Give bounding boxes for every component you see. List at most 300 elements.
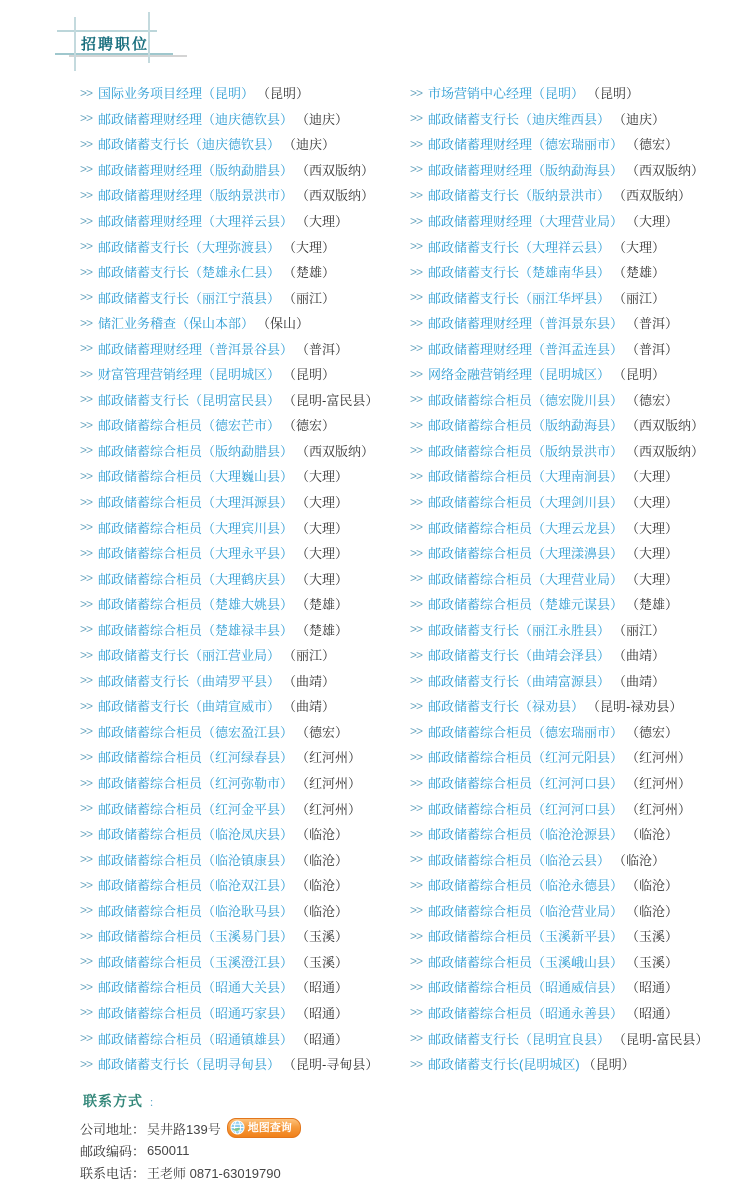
job-region: （楚雄） (283, 265, 336, 281)
job-link[interactable]: 邮政储蓄支行长（丽江营业局） (98, 648, 281, 664)
list-bullet: >> (410, 520, 423, 535)
job-link[interactable]: 邮政储蓄综合柜员（昭通巧家县） (98, 1005, 294, 1021)
phone-label: 联系电话： (80, 1165, 146, 1181)
job-region: （德宏） (626, 724, 679, 740)
job-link[interactable]: 邮政储蓄支行长（丽江华坪县） (428, 290, 611, 306)
job-region: （大理） (626, 571, 679, 587)
list-bullet: >> (80, 136, 93, 151)
job-list-item (410, 208, 748, 234)
job-list-item (80, 616, 410, 642)
job-list-item (410, 591, 748, 617)
job-link[interactable]: 市场营销中心经理（昆明） (428, 86, 585, 102)
list-bullet: >> (410, 494, 423, 509)
job-region: （大理） (296, 520, 349, 536)
job-list-item (80, 335, 410, 361)
job-link[interactable]: 邮政储蓄理财经理（德宏瑞丽市） (428, 137, 624, 153)
job-region: （红河州） (626, 776, 692, 792)
list-bullet: >> (80, 954, 93, 969)
job-link[interactable]: 邮政储蓄综合柜员（临沧耿马县） (98, 903, 294, 919)
list-bullet: >> (80, 417, 93, 432)
list-bullet: >> (410, 724, 423, 739)
job-link[interactable]: 邮政储蓄综合柜员（大理宾川县） (98, 520, 294, 536)
job-link[interactable]: 邮政储蓄综合柜员（版纳景洪市） (428, 443, 624, 459)
list-bullet: >> (80, 571, 93, 586)
job-link[interactable]: 网络金融营销经理（昆明城区） (428, 367, 611, 383)
list-bullet: >> (410, 826, 423, 841)
job-region: （丽江） (613, 290, 666, 306)
job-region: （西双版纳） (296, 162, 375, 178)
list-bullet: >> (80, 85, 93, 100)
job-list-item (80, 131, 410, 157)
job-link[interactable]: 邮政储蓄综合柜员（德宏瑞丽市） (428, 724, 624, 740)
job-list-item (410, 1051, 748, 1077)
job-list-item (410, 412, 748, 438)
list-bullet: >> (410, 1056, 423, 1071)
job-list-item (80, 514, 410, 540)
job-region: （普洱） (296, 341, 349, 357)
job-region: （临沧） (626, 903, 679, 919)
list-bullet: >> (80, 290, 93, 305)
job-link[interactable]: 邮政储蓄支行长（曲靖会泽县） (428, 648, 611, 664)
list-bullet: >> (80, 928, 93, 943)
job-region: （昭通） (296, 1005, 349, 1021)
job-link[interactable]: 邮政储蓄理财经理（版纳勐腊县） (98, 162, 294, 178)
list-bullet: >> (80, 239, 93, 254)
job-list-item (410, 182, 748, 208)
job-link[interactable]: 邮政储蓄理财经理（普洱孟连县） (428, 341, 624, 357)
job-list-item (80, 1051, 410, 1077)
job-list-item (80, 565, 410, 591)
job-region: （西双版纳） (626, 162, 705, 178)
job-list-item (410, 770, 748, 796)
job-link[interactable]: 邮政储蓄支行长（曲靖富源县） (428, 673, 611, 689)
job-region: （大理） (296, 469, 349, 485)
job-link[interactable]: 邮政储蓄支行长（昆明宜良县） (428, 1031, 611, 1047)
job-list-item (410, 642, 748, 668)
list-bullet: >> (80, 1031, 93, 1045)
section-header (55, 10, 235, 74)
job-link[interactable]: 邮政储蓄理财经理（普洱景东县） (428, 316, 624, 332)
job-link[interactable]: 邮政储蓄综合柜员（昭通威信县） (428, 980, 624, 996)
job-list-item (80, 463, 410, 489)
job-list-item (80, 208, 410, 234)
list-bullet: >> (80, 162, 93, 177)
list-bullet: >> (80, 213, 93, 228)
job-list-item (410, 719, 748, 745)
contact-section-title (83, 1091, 748, 1111)
page-title: 招聘职位 (81, 36, 150, 53)
job-list-item (410, 540, 748, 566)
job-region: （德宏） (626, 392, 679, 408)
job-region: （保山） (257, 316, 310, 332)
job-region: （临沧） (296, 852, 349, 868)
contact-title-text: 联系方式 (83, 1093, 143, 1110)
job-region: （红河州） (626, 801, 692, 817)
list-bullet: >> (80, 545, 93, 560)
list-bullet: >> (410, 622, 423, 637)
job-list-item (410, 80, 748, 106)
job-list-item (80, 846, 410, 872)
list-bullet: >> (410, 571, 423, 586)
job-link[interactable]: 邮政储蓄支行长（丽江宁蒗县） (98, 290, 281, 306)
job-link[interactable]: 邮政储蓄综合柜员（楚雄禄丰县） (98, 622, 294, 638)
list-bullet: >> (80, 341, 93, 356)
list-bullet: >> (410, 749, 423, 764)
list-bullet: >> (80, 1005, 93, 1020)
job-list-item (80, 668, 410, 694)
list-bullet: >> (410, 1005, 423, 1020)
job-region: （临沧） (296, 878, 349, 894)
job-region: （丽江） (613, 622, 666, 638)
list-bullet: >> (80, 392, 93, 407)
list-bullet: >> (80, 520, 93, 535)
job-region: （曲靖） (283, 699, 336, 715)
job-list-item (410, 616, 748, 642)
list-bullet: >> (80, 698, 93, 713)
job-region: （曲靖） (613, 648, 666, 664)
job-list-item (80, 157, 410, 183)
job-list-item (410, 106, 748, 132)
job-region: （昆明-富民县） (283, 392, 379, 408)
job-list-item (80, 80, 410, 106)
job-region: （西双版纳） (613, 188, 692, 204)
list-bullet: >> (80, 443, 93, 458)
job-link[interactable]: 邮政储蓄综合柜员（大理巍山县） (98, 469, 294, 485)
job-link[interactable]: 邮政储蓄综合柜员（大理营业局） (428, 571, 624, 587)
list-bullet: >> (410, 187, 423, 202)
list-bullet: >> (410, 928, 423, 943)
job-region: （红河州） (296, 776, 362, 792)
list-bullet: >> (410, 443, 423, 458)
job-link[interactable]: 邮政储蓄综合柜员（版纳勐腊县） (98, 443, 294, 459)
job-list-item (80, 949, 410, 975)
job-region: （昆明） (582, 1057, 635, 1073)
job-link[interactable]: 邮政储蓄综合柜员（红河河口县） (428, 776, 624, 792)
job-list-item (80, 106, 410, 132)
job-region: （昆明-富民县） (613, 1031, 709, 1047)
job-link[interactable]: 邮政储蓄支行长（迪庆维西县） (428, 111, 611, 127)
list-bullet: >> (410, 647, 423, 662)
job-link[interactable]: 邮政储蓄综合柜员（大理云龙县） (428, 520, 624, 536)
job-region: （大理） (626, 520, 679, 536)
job-link[interactable]: 邮政储蓄支行长（楚雄南华县） (428, 265, 611, 281)
job-region: （迪庆） (296, 111, 349, 127)
job-region: （昆明） (587, 86, 640, 102)
job-link[interactable]: 邮政储蓄理财经理（普洱景谷县） (98, 341, 294, 357)
job-column-left (80, 80, 410, 1076)
list-bullet: >> (80, 877, 93, 892)
job-list-item (80, 284, 410, 310)
job-link[interactable]: 邮政储蓄支行长（禄劝县） (428, 699, 585, 715)
job-link[interactable]: 邮政储蓄理财经理（版纳景洪市） (98, 188, 294, 204)
job-region: （临沧） (296, 827, 349, 843)
list-bullet: >> (80, 826, 93, 841)
job-link[interactable]: 邮政储蓄综合柜员（玉溪易门县） (98, 929, 294, 945)
job-list-item (410, 284, 748, 310)
job-list-item (410, 949, 748, 975)
job-region: （曲靖） (283, 673, 336, 689)
job-list-item (410, 131, 748, 157)
job-region: （楚雄） (296, 622, 349, 638)
job-region: （大理） (626, 214, 679, 229)
job-link[interactable]: 邮政储蓄综合柜员（红河金平县） (98, 801, 294, 817)
job-link[interactable]: 邮政储蓄支行长（版纳景洪市） (428, 188, 611, 204)
job-list-item (410, 923, 748, 949)
job-region: （大理） (296, 571, 349, 587)
list-bullet: >> (410, 954, 423, 969)
job-link[interactable]: 邮政储蓄综合柜员（大理永平县） (98, 546, 294, 562)
job-link[interactable]: 邮政储蓄综合柜员（楚雄大姚县） (98, 597, 294, 613)
job-list-item (410, 668, 748, 694)
job-region: （大理） (626, 469, 679, 485)
job-region: （昭通） (626, 1005, 679, 1021)
job-link[interactable]: 邮政储蓄综合柜员（临沧云县） (428, 852, 611, 868)
list-bullet: >> (80, 852, 93, 867)
list-bullet: >> (80, 979, 93, 994)
job-region: （昭通） (296, 1031, 349, 1047)
job-list-item (80, 361, 410, 387)
job-link[interactable]: 邮政储蓄综合柜员（红河元阳县） (428, 750, 624, 766)
job-region: （玉溪） (296, 954, 349, 970)
job-region: （迪庆） (283, 137, 336, 153)
job-list-item (80, 1025, 410, 1051)
map-button-label: 地图查询 (247, 1121, 292, 1134)
job-list-item (410, 310, 748, 336)
job-link[interactable]: 邮政储蓄支行长（昆明富民县） (98, 392, 281, 408)
job-list-item (80, 310, 410, 336)
job-link[interactable]: 邮政储蓄综合柜员（临沧营业局） (428, 903, 624, 919)
list-bullet: >> (410, 85, 423, 100)
job-link[interactable]: 邮政储蓄支行长(昆明城区) (428, 1057, 580, 1073)
postcode-value: 650011 (147, 1142, 190, 1158)
job-region: （临沧） (626, 827, 679, 843)
job-list-item (80, 438, 410, 464)
list-bullet: >> (80, 749, 93, 764)
list-bullet: >> (410, 111, 423, 126)
list-bullet: >> (80, 596, 93, 611)
job-region: （大理） (626, 495, 679, 511)
job-list-item (410, 335, 748, 361)
job-link[interactable]: 邮政储蓄支行长（楚雄永仁县） (98, 265, 281, 281)
job-link[interactable]: 邮政储蓄综合柜员（玉溪新平县） (428, 929, 624, 945)
job-link[interactable]: 邮政储蓄综合柜员（玉溪峨山县） (428, 954, 624, 970)
list-bullet: >> (410, 596, 423, 611)
list-bullet: >> (80, 468, 93, 483)
job-link[interactable]: 邮政储蓄综合柜员（临沧双江县） (98, 878, 294, 894)
job-link[interactable]: 邮政储蓄支行长（昆明寻甸县） (98, 1057, 281, 1073)
job-link[interactable]: 邮政储蓄综合柜员（德宏陇川县） (428, 392, 624, 408)
list-bullet: >> (410, 801, 423, 816)
list-bullet: >> (410, 341, 423, 356)
contact-phone-row (80, 1161, 748, 1183)
list-bullet: >> (410, 136, 423, 151)
job-region: （红河州） (626, 750, 692, 766)
job-link[interactable]: 储汇业务稽查（保山本部） (98, 316, 255, 332)
job-link[interactable]: 邮政储蓄综合柜员（临沧凤庆县） (98, 827, 294, 843)
job-list-item (410, 438, 748, 464)
list-bullet: >> (80, 315, 93, 330)
job-region: （丽江） (283, 648, 336, 664)
job-link[interactable]: 邮政储蓄综合柜员（大理漾濞县） (428, 546, 624, 562)
job-region: （昆明） (613, 367, 666, 383)
job-list-item (80, 489, 410, 515)
job-link[interactable]: 国际业务项目经理（昆明） (98, 86, 255, 102)
job-link[interactable]: 邮政储蓄综合柜员（昭通镇雄县） (98, 1031, 294, 1047)
job-region: （临沧） (613, 852, 666, 868)
job-region: （大理） (283, 239, 336, 255)
job-region: （西双版纳） (296, 443, 375, 459)
job-list-item (410, 361, 748, 387)
job-link[interactable]: 邮政储蓄综合柜员（大理南涧县） (428, 469, 624, 485)
job-region: （大理） (296, 546, 349, 562)
job-list-item (410, 157, 748, 183)
job-link[interactable]: 邮政储蓄综合柜员（楚雄元谋县） (428, 597, 624, 613)
list-bullet: >> (80, 494, 93, 509)
job-link[interactable]: 邮政储蓄支行长（迪庆德钦县） (98, 137, 281, 153)
job-list-item (410, 744, 748, 770)
list-bullet: >> (410, 468, 423, 483)
job-link[interactable]: 邮政储蓄综合柜员（大理剑川县） (428, 495, 624, 511)
contact-address-row (80, 1117, 748, 1139)
globe-icon (230, 1120, 245, 1135)
job-list-item (410, 1025, 748, 1051)
job-link[interactable]: 邮政储蓄支行长（大理祥云县） (428, 239, 611, 255)
job-list-item (80, 974, 410, 1000)
list-bullet: >> (410, 162, 423, 177)
list-bullet: >> (80, 1056, 93, 1071)
job-link[interactable]: 邮政储蓄综合柜员（昭通大关县） (98, 980, 294, 996)
job-link[interactable]: 邮政储蓄支行长（丽江永胜县） (428, 622, 611, 638)
job-list-item (410, 974, 748, 1000)
list-bullet: >> (410, 698, 423, 713)
job-link[interactable]: 邮政储蓄理财经理（大理营业局） (428, 214, 624, 229)
job-list-item (80, 540, 410, 566)
job-list-item (80, 591, 410, 617)
job-link[interactable]: 邮政储蓄支行长（曲靖罗平县） (98, 673, 281, 689)
list-bullet: >> (410, 239, 423, 254)
list-bullet: >> (410, 673, 423, 688)
job-region: （普洱） (626, 316, 679, 332)
job-link[interactable]: 邮政储蓄综合柜员（德宏盈江县） (98, 724, 294, 740)
contact-title-colon: ： (149, 1097, 161, 1110)
job-link[interactable]: 邮政储蓄综合柜员（版纳勐海县） (428, 418, 624, 434)
job-link[interactable]: 邮政储蓄支行长（大理弥渡县） (98, 239, 281, 255)
job-region: （德宏） (626, 137, 679, 153)
job-region: （大理） (296, 214, 349, 229)
job-list-item (410, 693, 748, 719)
job-link[interactable]: 邮政储蓄综合柜员（临沧镇康县） (98, 852, 294, 868)
job-link[interactable]: 邮政储蓄综合柜员（红河弥勒市） (98, 776, 294, 792)
job-link[interactable]: 邮政储蓄综合柜员（临沧沧源县） (428, 827, 624, 843)
job-region: （大理） (626, 546, 679, 562)
contact-postcode-row (80, 1139, 748, 1161)
job-link[interactable]: 邮政储蓄综合柜员（昭通永善县） (428, 1005, 624, 1021)
job-region: （普洱） (626, 341, 679, 357)
job-list-item (410, 846, 748, 872)
job-region: （大理） (613, 239, 666, 255)
job-list-item (410, 565, 748, 591)
job-list-item (410, 233, 748, 259)
job-link[interactable]: 邮政储蓄支行长（曲靖宣威市） (98, 699, 281, 715)
job-link[interactable]: 邮政储蓄综合柜员（红河绿春县） (98, 750, 294, 766)
job-region: （丽江） (283, 290, 336, 306)
list-bullet: >> (80, 187, 93, 202)
job-list-item (410, 795, 748, 821)
job-link[interactable]: 邮政储蓄综合柜员（玉溪澄江县） (98, 954, 294, 970)
job-region: （德宏） (296, 724, 349, 740)
job-region: （红河州） (296, 750, 362, 766)
job-region: （玉溪） (626, 929, 679, 945)
list-bullet: >> (80, 801, 93, 816)
job-link[interactable]: 邮政储蓄综合柜员（大理洱源县） (98, 495, 294, 511)
list-bullet: >> (410, 366, 423, 381)
job-region: （红河州） (296, 801, 362, 817)
job-list-item (410, 898, 748, 924)
decorative-line (57, 30, 157, 32)
list-bullet: >> (410, 417, 423, 432)
job-link[interactable]: 邮政储蓄综合柜员（临沧永德县） (428, 878, 624, 894)
job-list-item (80, 872, 410, 898)
job-list-item (410, 489, 748, 515)
job-list-item (80, 387, 410, 413)
job-list-item (410, 872, 748, 898)
job-list (0, 80, 748, 1076)
list-bullet: >> (80, 111, 93, 126)
job-list-item (80, 412, 410, 438)
job-link[interactable]: 财富管理营销经理（昆明城区） (98, 367, 281, 383)
job-region: （楚雄） (613, 265, 666, 281)
job-region: （昭通） (296, 980, 349, 996)
job-link[interactable]: 邮政储蓄理财经理（版纳勐海县） (428, 162, 624, 178)
job-region: （临沧） (626, 878, 679, 894)
job-region: （德宏） (283, 418, 336, 434)
job-region: （昆明） (283, 367, 336, 383)
list-bullet: >> (410, 1031, 423, 1045)
job-list-item (80, 1000, 410, 1026)
job-list-item (80, 821, 410, 847)
job-region: （玉溪） (626, 954, 679, 970)
job-link[interactable]: 邮政储蓄理财经理（迪庆德钦县） (98, 111, 294, 127)
job-column-right (410, 80, 748, 1076)
job-region: （临沧） (296, 903, 349, 919)
job-region: （大理） (296, 495, 349, 511)
job-region: （玉溪） (296, 929, 349, 945)
job-region: （楚雄） (626, 597, 679, 613)
job-region: （昆明-禄劝县） (587, 699, 683, 715)
job-link[interactable]: 邮政储蓄综合柜员（红河河口县） (428, 801, 624, 817)
job-list-item (410, 821, 748, 847)
job-region: （曲靖） (613, 673, 666, 689)
map-lookup-button[interactable] (227, 1118, 301, 1138)
job-region: （西双版纳） (626, 443, 705, 459)
job-list-item (80, 795, 410, 821)
list-bullet: >> (80, 724, 93, 739)
list-bullet: >> (410, 264, 423, 279)
job-link[interactable]: 邮政储蓄综合柜员（大理鹤庆县） (98, 571, 294, 587)
list-bullet: >> (80, 775, 93, 790)
job-list-item (80, 719, 410, 745)
job-list-item (80, 898, 410, 924)
decorative-line (74, 17, 76, 71)
job-link[interactable]: 邮政储蓄理财经理（大理祥云县） (98, 214, 294, 229)
job-link[interactable]: 邮政储蓄综合柜员（德宏芒市） (98, 418, 281, 434)
list-bullet: >> (80, 903, 93, 918)
job-list-item (410, 463, 748, 489)
job-region: （昆明） (257, 86, 310, 102)
job-list-item (80, 259, 410, 285)
address-value: 吴井路139号 (147, 1121, 221, 1137)
job-list-item (80, 642, 410, 668)
